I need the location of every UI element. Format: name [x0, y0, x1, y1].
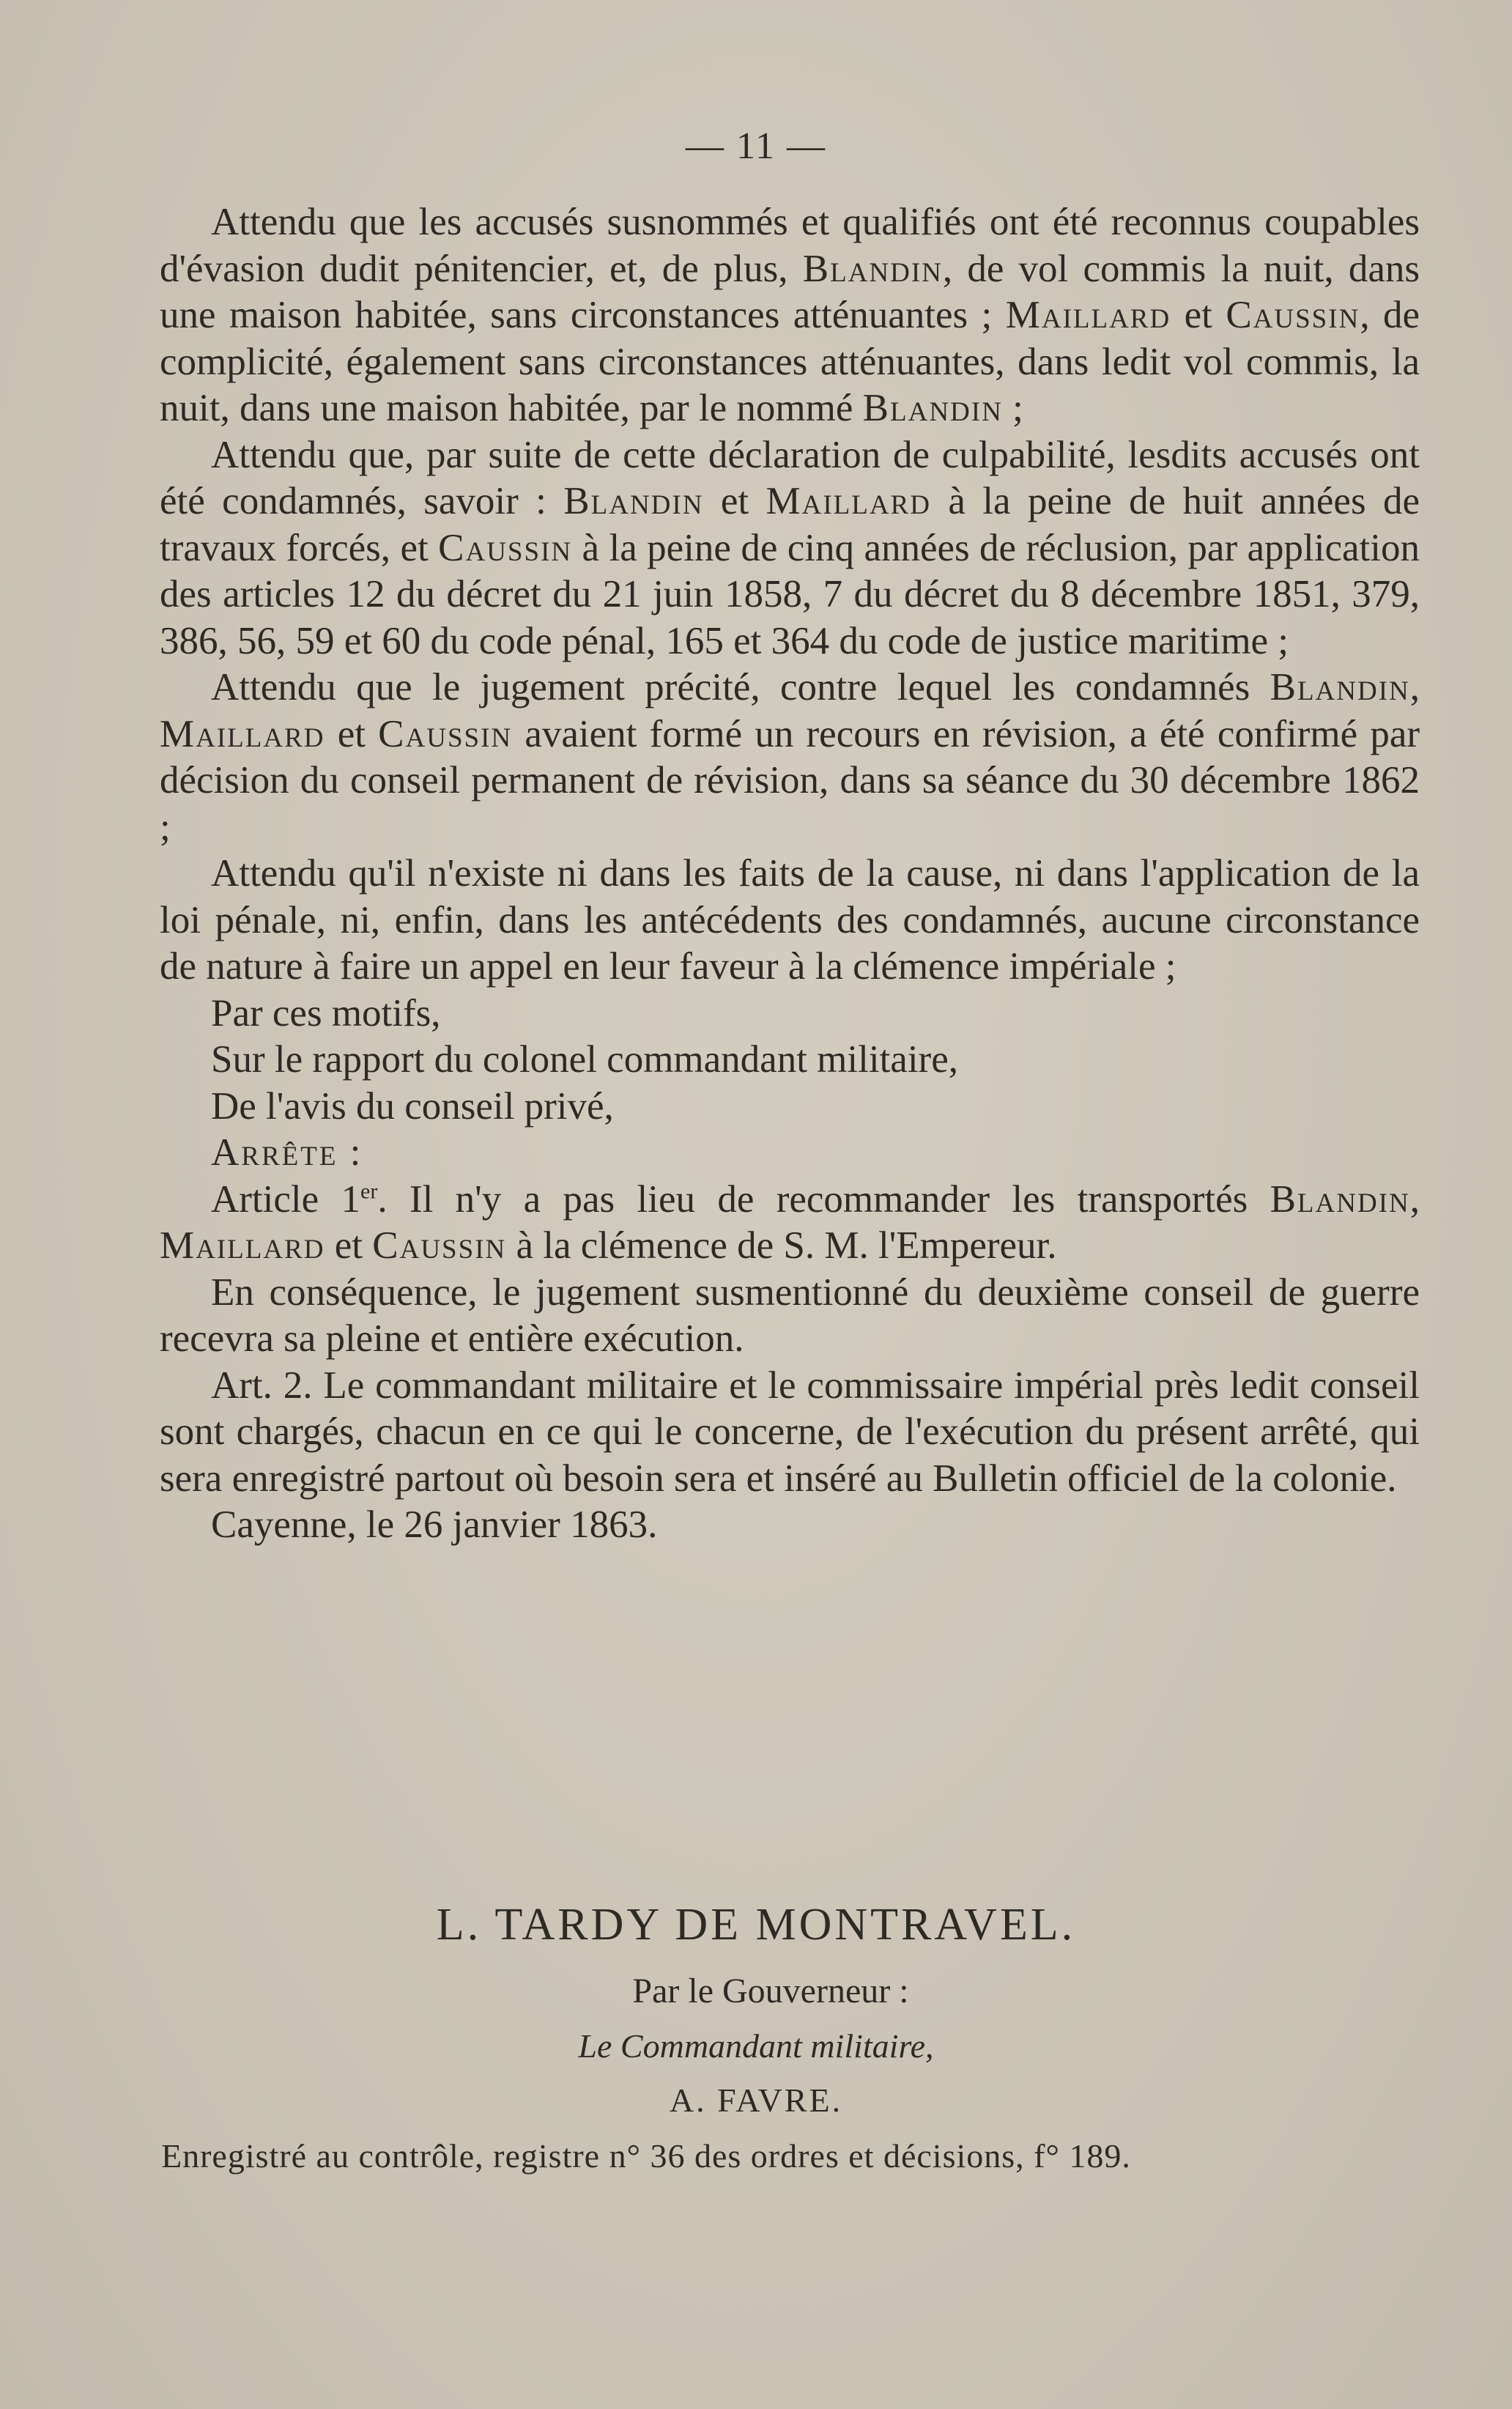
name-blandin: Blandin [862, 387, 1003, 429]
text-run: Attendu que les accusés susnommés et qualifiés ont été reconnus coupables d'évasion dudit pénitencier, et, de plus, [160, 201, 1420, 290]
name-blandin: Blandin [1270, 666, 1410, 708]
name-caussin: Caussin [372, 1224, 507, 1267]
text-run: et [325, 1224, 373, 1267]
text-run: à la clémence de S. M. l'Empereur. [506, 1224, 1057, 1267]
paragraph-avis: De l'avis du conseil privé, [211, 1084, 614, 1128]
text-run: Article 1 [211, 1177, 361, 1221]
text-run: et [703, 480, 766, 522]
paragraph-attendu-2 [160, 432, 1420, 665]
paragraph-article-1 [160, 1177, 1420, 1270]
paragraph-date: Cayenne, le 26 janvier 1863. [211, 1503, 658, 1546]
text-run: , [1409, 666, 1420, 708]
text-run: et [325, 712, 379, 755]
governor-signature: L. TARDY DE MONTRAVEL. [436, 1900, 1076, 1950]
par-le-gouverneur: Par le Gouverneur : [632, 1972, 909, 2010]
paragraph-consequence: En conséquence, le jugement susmentionné du deuxième conseil de guerre recevra sa pleine et entière exécution. [160, 1270, 1420, 1360]
paragraph-attendu-3 [160, 665, 1420, 851]
name-maillard: Maillard [766, 480, 931, 522]
text-run: ; [1002, 387, 1023, 429]
text-run: avaient formé un recours en révision, a été confirmé par décision du conseil permanent de révision, dans sa séance du 30 décembre 1862 ; [160, 712, 1420, 848]
favre-signature: A. FAVRE. [669, 2081, 843, 2119]
text-run: Attendu que le jugement précité, contre lequel les condamnés [211, 666, 1270, 708]
superscript: er [360, 1178, 378, 1203]
text-run: et [1171, 294, 1226, 336]
text-run: , de complicité, également sans circonstances atténuantes, dans ledit vol commis, la nuit, dans une maison habitée, par le nommé [160, 294, 1420, 429]
name-maillard: Maillard [160, 712, 325, 755]
paragraph-rapport: Sur le rapport du colonel commandant militaire, [211, 1038, 958, 1081]
name-caussin: Caussin [438, 526, 573, 569]
heading-arrete: Arrête : [211, 1131, 363, 1174]
registration-note: Enregistré au contrôle, registre n° 36 des ordres et décisions, f° 189. [161, 2137, 1131, 2175]
name-caussin: Caussin [378, 712, 513, 755]
name-maillard: Maillard [160, 1224, 325, 1267]
paragraph-motifs: Par ces motifs, [211, 991, 441, 1035]
paragraph-attendu-4: Attendu qu'il n'existe ni dans les faits de la cause, ni dans l'application de la loi pénale, ni, enfin, dans les antécédents des condamnés, aucune circonstance de nature à faire un appel en leur faveur à la clémence impériale ; [160, 852, 1420, 988]
text-run: à la peine de huit années de travaux forcés, et [160, 480, 1420, 569]
name-maillard: Maillard [1005, 294, 1171, 336]
text-run: , de vol commis la nuit, dans une maison habitée, sans circonstances atténuantes ; [160, 247, 1420, 336]
text-run: , [1409, 1177, 1420, 1221]
page-number: — 11 — [685, 125, 827, 167]
name-caussin: Caussin [1226, 294, 1360, 336]
paragraph-attendu-1 [160, 199, 1420, 432]
paragraph-article-2: Art. 2. Le commandant militaire et le commissaire impérial près ledit conseil sont chargés, chacun en ce qui le concerne, de l'exécution du présent arrêté, qui sera enregistré partout où besoin sera et inséré au Bulletin officiel de la colonie. [160, 1363, 1420, 1500]
name-blandin: Blandin [563, 480, 704, 522]
decree-body [160, 199, 1420, 1549]
text-run: à la peine de cinq années de réclusion, par application des articles 12 du décret du 21 juin 1858, 7 du décret du 8 décembre 1851, 379, 386, 56, 59 et 60 du code pénal, 165 et 364 du code de justice maritime ; [160, 526, 1420, 662]
text-run: . Il n'y a pas lieu de recommander les transportés [377, 1177, 1270, 1221]
name-blandin: Blandin [1270, 1177, 1410, 1221]
commandant-title: Le Commandant militaire, [578, 2027, 934, 2065]
name-blandin: Blandin [802, 247, 943, 290]
text-run: Attendu que, par suite de cette déclaration de culpabilité, lesdits accusés ont été condamnés, savoir : [160, 433, 1420, 522]
